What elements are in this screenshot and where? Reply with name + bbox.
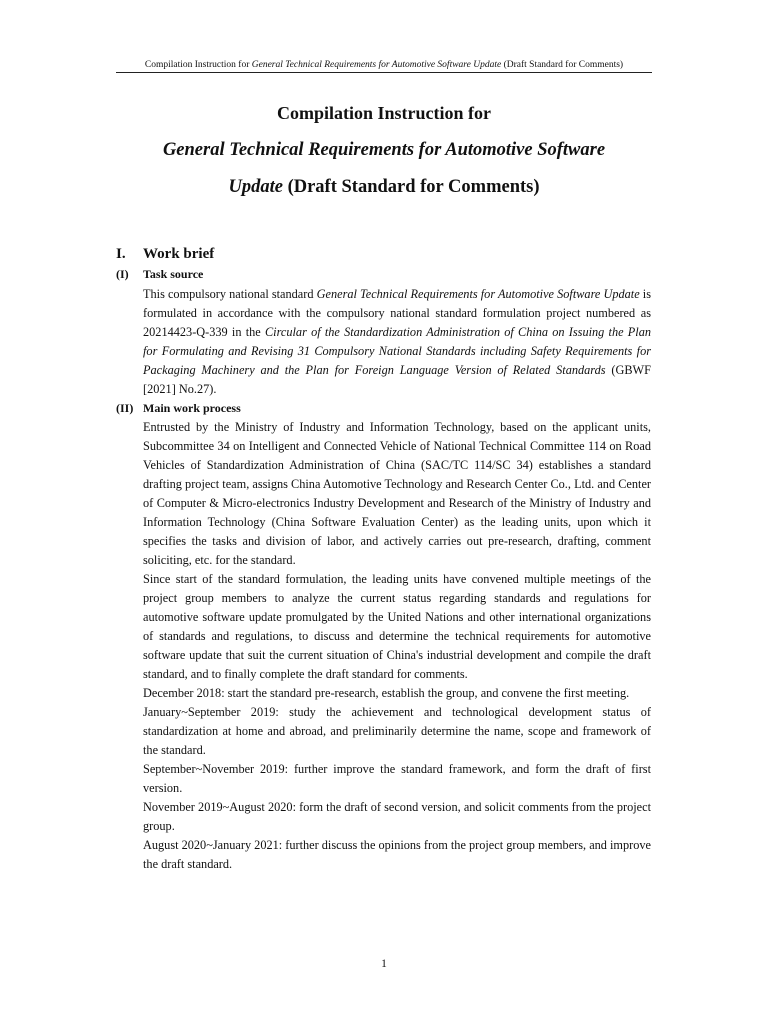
running-header-suffix: (Draft Standard for Comments): [501, 60, 624, 70]
paragraph: January~September 2019: study the achievement and technological development status of standardization at home and abroad, and preliminarily determine the name, scope and framework of the standard.: [143, 705, 651, 757]
subsection-heading-main-work-process: [116, 401, 241, 416]
paragraph: September~November 2019: further improve the standard framework, and form the draft of first version.: [143, 762, 651, 795]
text-run: This compulsory national standard: [143, 287, 317, 301]
italic-standard-title: General Technical Requirements for Automotive Software Update: [316, 287, 640, 301]
running-header-prefix: Compilation Instruction for: [144, 60, 252, 70]
subsection-heading-task-source: [116, 267, 203, 282]
subsection-title: Task source: [143, 267, 204, 281]
document-title-line2: General Technical Requirements for Automotive Software: [162, 140, 606, 160]
task-source-paragraph: [143, 285, 651, 399]
running-header-italic-title: General Technical Requirements for Automotive Software Update: [251, 60, 502, 70]
italic-circular-title: Circular of the Standardization Administration of China on Issuing the Plan for Formulating and Revising 31 Compulsory National Standards including Safety Requirements for Packaging Machinery and the Plan for Foreign Language Version of Related Standards: [143, 325, 651, 377]
paragraph: Since start of the standard formulation, the leading units have convened multiple meetings of the project group members to analyze the current status regarding standards and regulations for automotive software update promulgated by the United Nations and other international organizations of standards and regulations, to discuss and determine the technical requirements for automotive software update that suit the current situation of China's industrial development and compile the draft standard, and to finally complete the draft standard for comments.: [143, 572, 651, 681]
document-title-line1: Compilation Instruction for: [276, 103, 491, 123]
paragraph: December 2018: start the standard pre-research, establish the group, and convene the first meeting.: [143, 686, 630, 700]
document-title-line3-rest: (Draft Standard for Comments): [282, 177, 540, 197]
paragraph: August 2020~January 2021: further discuss the opinions from the project group members, and improve the draft standard.: [143, 838, 651, 871]
subsection-title: Main work process: [143, 401, 241, 415]
text-run: (GBWF [2021] No.27).: [143, 363, 651, 396]
document-title-line3: [100, 177, 668, 198]
section-title: Work brief: [143, 246, 215, 262]
section-heading-1: [116, 246, 214, 263]
main-work-process-body: [143, 418, 651, 874]
document-title-line3-italic: Update: [228, 177, 283, 197]
paragraph: Entrusted by the Ministry of Industry and Information Technology, based on the applicant units, Subcommittee 34 on Intelligent and Connected Vehicle of National Technical Committee 114 on Road Vehicles of Standardization Administration of China (SAC/TC 114/SC 34) establishes a standard drafting project team, assigns China Automotive Technology and Research Center Co., Ltd. and Center of Computer & Micro-electronics Industry Development and Research of the Ministry of Industry and Information Technology (China Software Evaluation Center) as the leading units, upon which it specifies the tasks and division of labor, and actively carries out pre-research, drafting, comment soliciting, etc. for the standard.: [143, 420, 651, 567]
subsection-number: (I): [116, 267, 129, 281]
page-number: 1: [381, 958, 387, 970]
running-header: [116, 60, 652, 73]
subsection-number: (II): [116, 401, 134, 415]
text-run: is formulated in accordance with the compulsory national standard formulation project numbered as 20214423-Q-339 in the: [143, 287, 651, 339]
paragraph: November 2019~August 2020: form the draft of second version, and solicit comments from the project group.: [143, 800, 651, 833]
section-number: I.: [116, 246, 126, 262]
